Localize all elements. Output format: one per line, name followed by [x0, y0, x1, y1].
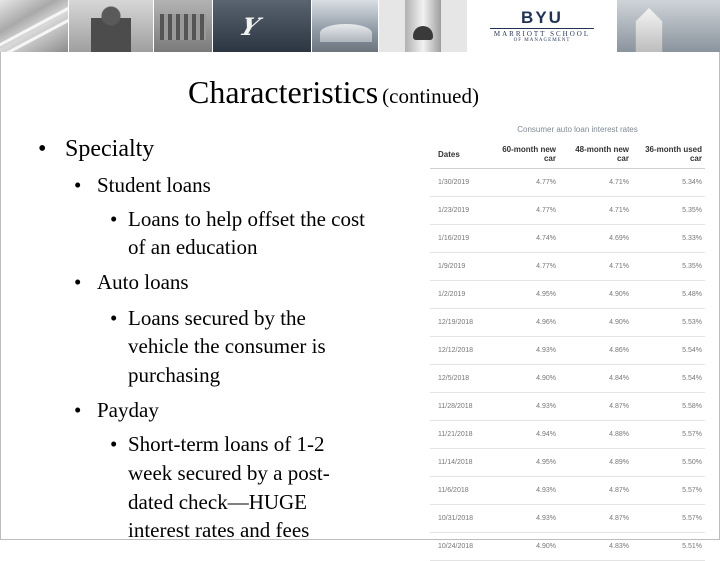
- rate-48-new-cell: 4.83%: [559, 533, 632, 561]
- rate-36-used-cell: 5.50%: [632, 449, 705, 477]
- bullet-dot: •: [110, 432, 118, 456]
- bullet-payday: Payday: [97, 398, 159, 422]
- rate-60-new-cell: 4.90%: [486, 533, 559, 561]
- rate-60-new-cell: 4.95%: [486, 281, 559, 309]
- table-row: [430, 337, 705, 365]
- rate-48-new-cell: 4.88%: [559, 421, 632, 449]
- payday-desc-line1: Short-term loans of 1-2: [128, 432, 325, 456]
- table-row: [430, 533, 705, 561]
- banner-photo-temple: [617, 0, 720, 52]
- rate-60-new-cell: 4.77%: [486, 169, 559, 197]
- rate-36-used-cell: 5.53%: [632, 309, 705, 337]
- rate-48-new-cell: 4.69%: [559, 225, 632, 253]
- bullet-dot: •: [38, 136, 47, 162]
- title-sub: (continued): [382, 84, 479, 108]
- payday-desc-line2: week secured by a post-: [128, 461, 330, 485]
- bullet-dot: •: [74, 270, 82, 294]
- auto-desc-line1: Loans secured by the: [128, 306, 306, 330]
- bullet-dot: •: [74, 398, 82, 422]
- rate-48-new-cell: 4.71%: [559, 197, 632, 225]
- rates-table: [430, 140, 705, 561]
- rate-36-used-cell: 5.58%: [632, 393, 705, 421]
- rate-36-used-cell: 5.51%: [632, 533, 705, 561]
- table-row: [430, 393, 705, 421]
- title-main: Characteristics: [188, 74, 379, 110]
- auto-loan-rates-table: [430, 124, 705, 561]
- rate-36-used-cell: 5.57%: [632, 505, 705, 533]
- rates-table-title: Consumer auto loan interest rates: [517, 125, 638, 134]
- date-cell: 11/28/2018: [430, 393, 486, 421]
- bullet-student-loans: Student loans: [97, 173, 211, 197]
- payday-desc-line3: dated check—HUGE: [128, 490, 308, 514]
- bullet-dot: •: [110, 306, 118, 330]
- col-dates: Dates: [430, 140, 486, 169]
- table-row: [430, 477, 705, 505]
- rate-60-new-cell: 4.94%: [486, 421, 559, 449]
- col-60-month-new: 60-month new car: [486, 140, 559, 169]
- rate-48-new-cell: 4.90%: [559, 281, 632, 309]
- table-row: [430, 505, 705, 533]
- student-desc-line1: Loans to help offset the cost: [128, 207, 365, 231]
- date-cell: 12/5/2018: [430, 365, 486, 393]
- table-row: [430, 421, 705, 449]
- date-cell: 12/19/2018: [430, 309, 486, 337]
- rate-60-new-cell: 4.74%: [486, 225, 559, 253]
- date-cell: 11/6/2018: [430, 477, 486, 505]
- table-row: [430, 365, 705, 393]
- rate-60-new-cell: 4.77%: [486, 253, 559, 281]
- table-row: [430, 169, 705, 197]
- bullet-specialty: Specialty: [65, 136, 155, 162]
- rate-48-new-cell: 4.87%: [559, 393, 632, 421]
- col-48-month-new: 48-month new car: [559, 140, 632, 169]
- rate-60-new-cell: 4.77%: [486, 197, 559, 225]
- col-36-month-used: 36-month used car: [632, 140, 705, 169]
- bullet-dot: •: [74, 173, 82, 197]
- rate-48-new-cell: 4.71%: [559, 253, 632, 281]
- byu-logo-text: BYU: [521, 7, 563, 27]
- byu-logo: [468, 0, 617, 52]
- school-subtitle: OF MANAGEMENT: [513, 37, 571, 43]
- student-desc-line2: of an education: [128, 235, 258, 259]
- date-cell: 1/9/2019: [430, 253, 486, 281]
- rates-table-body: [430, 169, 705, 561]
- table-row: [430, 281, 705, 309]
- rate-60-new-cell: 4.93%: [486, 477, 559, 505]
- rate-36-used-cell: 5.35%: [632, 197, 705, 225]
- rate-36-used-cell: 5.54%: [632, 337, 705, 365]
- rate-60-new-cell: 4.95%: [486, 449, 559, 477]
- rate-60-new-cell: 4.96%: [486, 309, 559, 337]
- date-cell: 11/14/2018: [430, 449, 486, 477]
- table-row: [430, 253, 705, 281]
- school-name: MARRIOTT SCHOOL: [493, 29, 591, 38]
- rate-48-new-cell: 4.89%: [559, 449, 632, 477]
- rate-48-new-cell: 4.87%: [559, 477, 632, 505]
- date-cell: 10/24/2018: [430, 533, 486, 561]
- bullet-dot: •: [110, 207, 118, 231]
- rate-36-used-cell: 5.33%: [632, 225, 705, 253]
- rate-36-used-cell: 5.57%: [632, 477, 705, 505]
- rate-60-new-cell: 4.93%: [486, 393, 559, 421]
- auto-desc-line2: vehicle the consumer is: [128, 334, 326, 358]
- rate-36-used-cell: 5.54%: [632, 365, 705, 393]
- rate-48-new-cell: 4.71%: [559, 169, 632, 197]
- rate-48-new-cell: 4.90%: [559, 309, 632, 337]
- rate-60-new-cell: 4.90%: [486, 365, 559, 393]
- payday-desc-line4: interest rates and fees: [128, 518, 310, 540]
- rate-48-new-cell: 4.84%: [559, 365, 632, 393]
- table-row: [430, 449, 705, 477]
- y-mountain-logo: Y: [235, 12, 264, 41]
- date-cell: 10/31/2018: [430, 505, 486, 533]
- rate-36-used-cell: 5.34%: [632, 169, 705, 197]
- rate-36-used-cell: 5.57%: [632, 421, 705, 449]
- date-cell: 1/2/2019: [430, 281, 486, 309]
- table-row: [430, 197, 705, 225]
- date-cell: 1/30/2019: [430, 169, 486, 197]
- date-cell: 11/21/2018: [430, 421, 486, 449]
- rate-48-new-cell: 4.86%: [559, 337, 632, 365]
- rate-60-new-cell: 4.93%: [486, 505, 559, 533]
- date-cell: 1/23/2019: [430, 197, 486, 225]
- bullet-auto-loans: Auto loans: [97, 270, 189, 294]
- auto-desc-line3: purchasing: [128, 363, 221, 387]
- logo-rule: [490, 28, 594, 29]
- rate-48-new-cell: 4.87%: [559, 505, 632, 533]
- date-cell: 12/12/2018: [430, 337, 486, 365]
- rate-36-used-cell: 5.35%: [632, 253, 705, 281]
- rates-header-row: [430, 140, 705, 169]
- date-cell: 1/16/2019: [430, 225, 486, 253]
- table-row: [430, 309, 705, 337]
- table-row: [430, 225, 705, 253]
- rate-36-used-cell: 5.48%: [632, 281, 705, 309]
- rate-60-new-cell: 4.93%: [486, 337, 559, 365]
